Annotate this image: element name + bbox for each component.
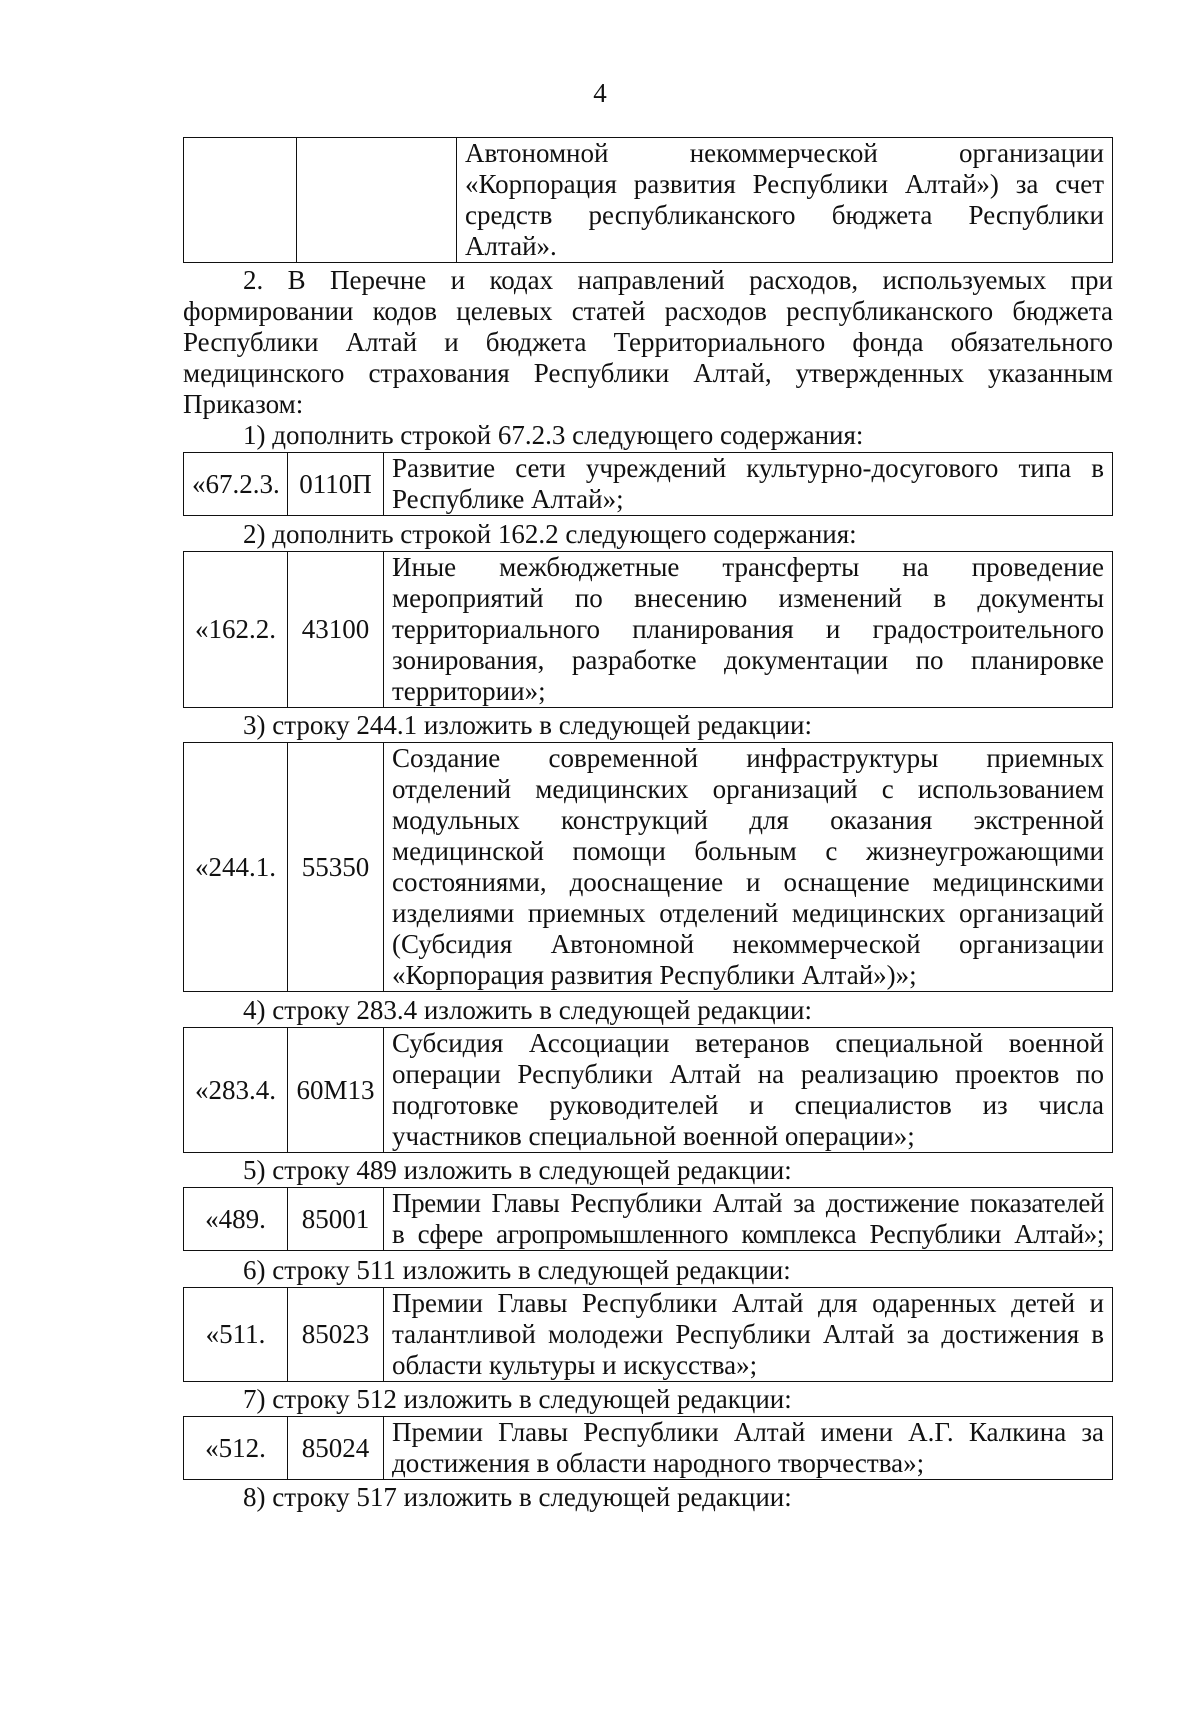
desc-line: отделений медицинских организаций с использованием (392, 774, 1104, 804)
row-code: 0110П (288, 453, 384, 516)
item-heading: 2) дополнить строкой 162.2 следующего содержания: (243, 519, 857, 549)
row-number: «512. (184, 1417, 288, 1480)
row-desc (384, 1028, 1113, 1153)
desc-line: Автономной некоммерческой организации (465, 138, 1104, 168)
top-table-empty-cell-1 (184, 138, 297, 263)
desc-line: Республике Алтай»; (392, 484, 624, 514)
row-desc (384, 453, 1113, 516)
desc-line: подготовке руководителей и специалистов из числа (392, 1090, 1104, 1120)
desc-line: средств республиканского бюджета Республики (465, 200, 1104, 230)
paragraph-line: Приказом: (183, 389, 304, 419)
desc-line: Премии Главы Республики Алтай имени А.Г. Калкина за (392, 1417, 1104, 1447)
paragraph-line: медицинского страхования Республики Алтай, утвержденных указанным (183, 358, 1113, 388)
top-table-desc (457, 138, 1113, 263)
paragraph-line: 2. В Перечне и кодах направлений расходов, используемых при (243, 265, 1113, 295)
item-table (183, 1416, 1113, 1480)
item-heading: 8) строку 517 изложить в следующей редакции: (243, 1482, 792, 1512)
desc-line: мероприятий по внесению изменений в документы (392, 583, 1104, 613)
top-table-empty-cell-2 (297, 138, 457, 263)
row-code: 55350 (288, 743, 384, 992)
desc-line: Иные межбюджетные трансферты на проведение (392, 552, 1104, 582)
row-code: 85023 (288, 1288, 384, 1382)
desc-line: территориального планирования и градостроительного (392, 614, 1104, 644)
row-desc (384, 743, 1113, 992)
row-code: 85024 (288, 1417, 384, 1480)
row-desc (384, 1288, 1113, 1382)
row-number: «244.1. (184, 743, 288, 992)
desc-line: модульных конструкций для оказания экстренной (392, 805, 1104, 835)
row-number: «67.2.3. (184, 453, 288, 516)
desc-line: состояниями, дооснащение и оснащение медицинскими (392, 867, 1104, 897)
desc-line: области культуры и искусства»; (392, 1350, 758, 1380)
desc-line: Премии Главы Республики Алтай за достижение показателей (392, 1188, 1104, 1218)
item-heading: 5) строку 489 изложить в следующей редакции: (243, 1155, 792, 1185)
item-heading: 7) строку 512 изложить в следующей редакции: (243, 1384, 792, 1414)
item-table (183, 551, 1113, 708)
desc-line: изделиями приемных отделений медицинских организаций (392, 898, 1104, 928)
row-number: «489. (184, 1188, 288, 1251)
desc-line: «Корпорация развития Республики Алтай») за счет (465, 169, 1104, 199)
row-desc (384, 1188, 1113, 1251)
desc-line: территории»; (392, 676, 546, 706)
item-table (183, 1287, 1113, 1382)
desc-line: Субсидия Ассоциации ветеранов специальной военной (392, 1028, 1104, 1058)
item-table (183, 742, 1113, 992)
row-code: 60М13 (288, 1028, 384, 1153)
row-desc (384, 1417, 1113, 1480)
desc-line: в сфере агропромышленного комплекса Республики Алтай»; (392, 1219, 1104, 1249)
paragraph-2 (183, 265, 1113, 420)
item-heading: 3) строку 244.1 изложить в следующей редакции: (243, 710, 813, 740)
desc-line: Создание современной инфраструктуры приемных (392, 743, 1104, 773)
row-desc (384, 552, 1113, 708)
row-code: 43100 (288, 552, 384, 708)
desc-line: Премии Главы Республики Алтай для одаренных детей и (392, 1288, 1104, 1318)
desc-line: медицинской помощи больным с жизнеугрожающими (392, 836, 1104, 866)
item-table (183, 1027, 1113, 1153)
desc-line: «Корпорация развития Республики Алтай»)»; (392, 960, 917, 990)
item-table (183, 1187, 1113, 1251)
paragraph-line: формировании кодов целевых статей расходов республиканского бюджета (183, 296, 1113, 326)
row-code: 85001 (288, 1188, 384, 1251)
item-heading: 1) дополнить строкой 67.2.3 следующего содержания: (243, 420, 864, 450)
desc-line: участников специальной военной операции»; (392, 1121, 915, 1151)
row-number: «511. (184, 1288, 288, 1382)
desc-line: Развитие сети учреждений культурно-досугового типа в (392, 453, 1104, 483)
desc-line: достижения в области народного творчества»; (392, 1448, 925, 1478)
desc-line: (Субсидия Автономной некоммерческой организации (392, 929, 1104, 959)
row-number: «162.2. (184, 552, 288, 708)
paragraph-line: Республики Алтай и бюджета Территориального фонда обязательного (183, 327, 1113, 357)
row-number: «283.4. (184, 1028, 288, 1153)
item-heading: 4) строку 283.4 изложить в следующей редакции: (243, 995, 813, 1025)
desc-line: операции Республики Алтай на реализацию проектов по (392, 1059, 1104, 1089)
desc-line: талантливой молодежи Республики Алтай за достижения в (392, 1319, 1104, 1349)
desc-line: Алтай». (465, 231, 557, 261)
page-number: 4 (593, 78, 607, 108)
item-heading: 6) строку 511 изложить в следующей редакции: (243, 1255, 791, 1285)
desc-line: зонирования, разработке документации по планировке (392, 645, 1104, 675)
item-table (183, 452, 1113, 516)
top-table (183, 137, 1113, 263)
